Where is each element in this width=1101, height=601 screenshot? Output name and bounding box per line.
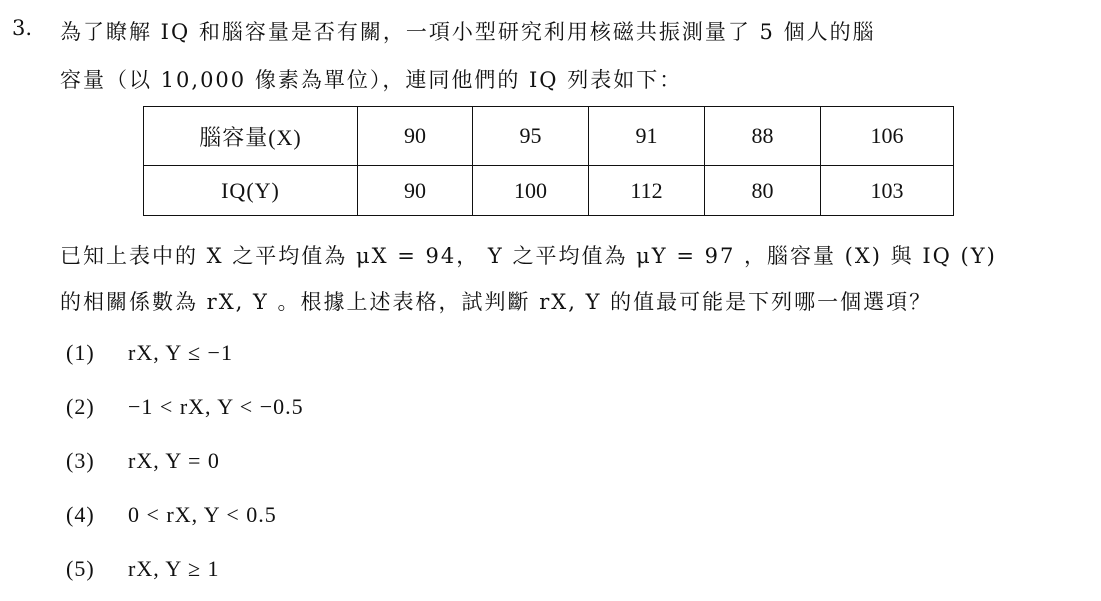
question-number: 3. xyxy=(12,16,33,40)
table-cell: 95 xyxy=(473,107,589,166)
table-cell: 90 xyxy=(358,107,473,166)
table-row xyxy=(144,166,954,216)
table-cell: 91 xyxy=(589,107,705,166)
option-1[interactable] xyxy=(66,340,233,366)
table-cell: 100 xyxy=(473,166,589,216)
option-label: (1) xyxy=(66,340,95,365)
table-cell: 106 xyxy=(821,107,954,166)
row-header-brain-volume: 腦容量(X) xyxy=(144,107,358,166)
table-cell: 103 xyxy=(821,166,954,216)
table-cell: 112 xyxy=(589,166,705,216)
option-label: (4) xyxy=(66,502,95,527)
option-2[interactable] xyxy=(66,394,304,420)
question-text-line-4: 的相關係數為 rX, Y 。根據上述表格，試判斷 rX, Y 的值最可能是下列哪一個選項？ xyxy=(60,290,933,314)
question-text-line-1: 為了瞭解 IQ 和腦容量是否有關，一項小型研究利用核磁共振測量了 5 個人的腦 xyxy=(60,20,876,44)
option-text: rX, Y ≤ −1 xyxy=(128,340,233,365)
option-label: (3) xyxy=(66,448,95,473)
table-cell: 88 xyxy=(705,107,821,166)
option-4[interactable] xyxy=(66,502,277,528)
option-text: 0 < rX, Y < 0.5 xyxy=(128,502,277,527)
table-cell: 90 xyxy=(358,166,473,216)
table-cell: 80 xyxy=(705,166,821,216)
question-text-line-2: 容量（以 10,000 像素為單位），連同他們的 IQ 列表如下： xyxy=(60,68,683,92)
option-5[interactable] xyxy=(66,556,220,582)
option-text: rX, Y ≥ 1 xyxy=(128,556,220,581)
option-label: (5) xyxy=(66,556,95,581)
option-label: (2) xyxy=(66,394,95,419)
option-text: −1 < rX, Y < −0.5 xyxy=(128,394,304,419)
data-table xyxy=(143,106,954,216)
table-row xyxy=(144,107,954,166)
option-text: rX, Y = 0 xyxy=(128,448,220,473)
row-header-iq: IQ(Y) xyxy=(144,166,358,216)
question-text-line-3: 已知上表中的 X 之平均值為 μX = 94， Y 之平均值為 μY = 97 ，腦容量 (X) 與 IQ (Y) xyxy=(60,244,997,268)
option-3[interactable] xyxy=(66,448,220,474)
